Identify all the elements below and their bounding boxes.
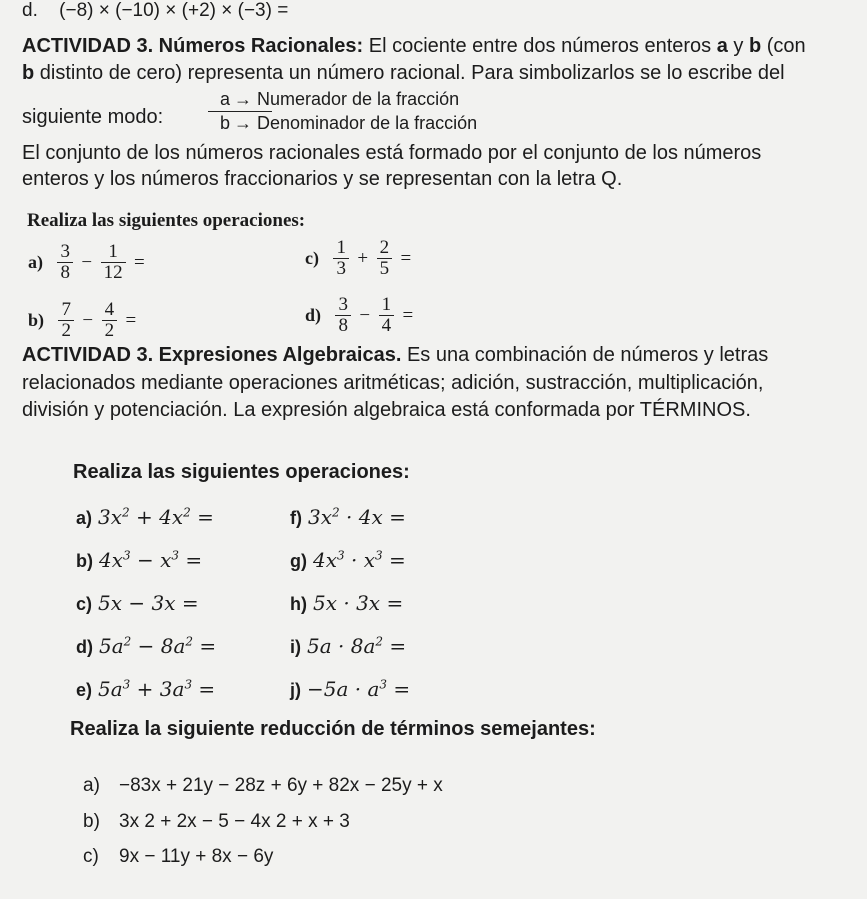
reduccion-item [83,775,443,797]
algebra-item [76,505,216,548]
denominator: 5 [379,258,390,279]
denominator: 3 [336,258,346,279]
expression: $-5a \cdot a^3$ = [307,677,411,701]
paragraph-text: distinto de cero) representa un número racional. Para simbolizarlos se lo escribe del [34,62,785,84]
expression: 5x − 3x = [98,591,199,615]
numerator: 1 [379,295,395,316]
reduccion-item [83,811,350,833]
numerator: 3 [335,295,351,316]
algebra-left-column [76,505,216,720]
item-label: b) [76,551,93,571]
algebra-item [290,677,410,720]
equals: = [400,247,412,269]
item-label: c) [76,594,93,614]
item-label: i) [290,637,301,657]
algebra-item [76,677,216,720]
conjunto-line-1: El conjunto de los números racionales está formado por el conjunto de los números [22,142,762,164]
expression: 9x − 11y + 8x − 6y [119,846,274,867]
numerator: 1 [333,238,349,259]
section-title: ACTIVIDAD 3. Números Racionales: [22,35,364,57]
item-label: h) [290,594,307,614]
denominador-text: → Denominador de la fracción [234,113,478,133]
top-expression-line [22,0,288,22]
paragraph-text: y [727,35,749,57]
denominador-row [208,111,477,135]
section-title: ACTIVIDAD 3. Expresiones Algebraicas. [22,344,402,366]
item-label: j) [290,680,301,700]
item-label: c) [83,846,99,867]
exercise-label: b) [28,310,45,330]
expression: $3x^2 \cdot 4x$ = [308,505,406,529]
expression: −83x + 21y − 28z + 6y + 82x − 25y + x [119,775,443,796]
exercise-label: c) [305,248,319,268]
modo-label: siguiente modo: [22,106,164,128]
expression: $4x^3 \cdot x^3$ = [313,548,406,572]
numerator: 7 [58,300,74,321]
algebraicas-line-1 [22,342,768,369]
numerator: 1 [101,242,126,263]
algebra-right-column [290,505,410,720]
fraction-exercise-b [28,300,138,341]
var-a: a [716,35,728,57]
item-label: a) [76,508,93,528]
expression: $5a \cdot 8a^2$ = [307,634,407,658]
racionales-line-1 [22,33,806,60]
algebraicas-line-3: división y potenciación. La expresión algebraica está conformada por TÉRMINOS. [22,399,751,421]
numerator: 3 [57,242,73,263]
algebra-item [290,505,410,548]
denominator: 4 [381,315,392,336]
equals: = [134,251,145,273]
operator: − [82,309,94,331]
algebra-item [76,548,216,591]
algebra-item [76,591,216,634]
frac-b: b [219,113,230,133]
fraction [102,300,118,341]
fraction-definition [208,87,477,135]
algebraicas-line-2: relacionados mediante operaciones aritméticas; adición, sustracción, multiplicación, [22,372,764,394]
paragraph-text: Es una combinación de números y letras [401,344,769,366]
fraction [379,295,395,336]
algebra-item [76,634,216,677]
fraction [333,238,349,279]
item-label: e) [76,680,93,700]
reduccion-heading: Realiza la siguiente reducción de términos semejantes: [70,718,596,740]
numerador-text: → Numerador de la fracción [234,89,460,109]
fraction [57,242,73,283]
item-label: d) [76,637,93,657]
fraction [377,238,393,279]
conjunto-line-2: enteros y los números fraccionarios y se representan con la letra Q. [22,168,623,190]
frac-a: a [219,89,230,109]
paragraph-text: El cociente entre dos números enteros [363,35,717,57]
operator: − [81,251,93,273]
item-label: a) [83,775,100,796]
denominator: 2 [104,320,115,341]
expression: $5a^3 + 3a^3$ = [98,677,216,701]
equals: = [125,309,137,331]
fraction-exercise-c [305,238,413,279]
algebra-item [290,591,410,634]
equals: = [402,304,414,326]
exercise-label: d) [305,305,322,325]
denominator: 8 [60,262,70,283]
fraction [58,300,74,341]
fracciones-heading: Realiza las siguientes operaciones: [27,210,306,231]
algebra-item [290,548,410,591]
item-label: g) [290,551,307,571]
operator: + [357,247,369,269]
denominator: 8 [338,315,348,336]
fraction-bar [208,111,272,112]
item-label: f) [290,508,302,528]
paragraph-text: (con [761,35,806,57]
fraction [335,295,351,336]
var-b: b [748,35,762,57]
var-b: b [22,62,35,84]
expression: 3x 2 + 2x − 5 − 4x 2 + x + 3 [119,811,350,832]
racionales-line-2 [22,60,785,87]
expression: $5a^2 - 8a^2$ = [99,634,217,658]
expression: (−8) × (−10) × (+2) × (−3) = [59,0,289,21]
expression: $3x^2 + 4x^2$ = [98,505,214,529]
item-label: b) [83,811,100,832]
item-label: d. [22,0,38,21]
reduccion-item [83,846,273,868]
expression: 5x · 3x = [313,591,404,615]
expression: $4x^3 - x^3$ = [99,548,203,572]
numerator: 4 [102,300,118,321]
fraction-exercise-a [28,242,147,283]
operator: − [359,304,371,326]
denominator: 12 [103,262,123,283]
algebra-heading: Realiza las siguientes operaciones: [73,461,410,483]
numerador-row [208,87,477,111]
fraction [101,242,126,283]
numerator: 2 [377,238,393,259]
exercise-label: a) [28,252,43,272]
denominator: 2 [61,320,71,341]
fraction-exercise-d [305,295,415,336]
algebra-item [290,634,410,677]
